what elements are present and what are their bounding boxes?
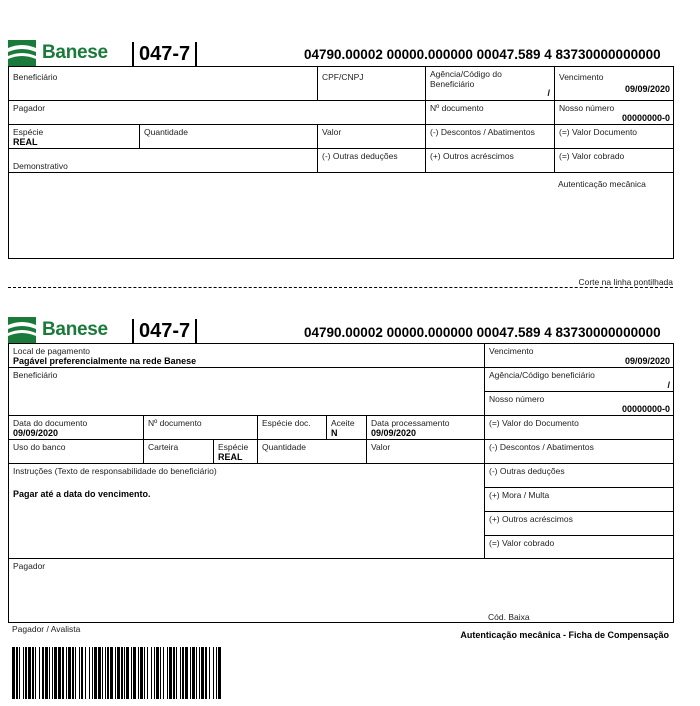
barcode-bar: [196, 647, 197, 699]
receipt-pagador: Pagador: [9, 101, 426, 125]
slip-num-documento: Nº documento: [144, 416, 258, 440]
banese-logo-icon: [8, 317, 36, 343]
slip-especie: Espécie REAL: [214, 440, 258, 464]
barcode-bar: [117, 647, 120, 699]
barcode-bar: [133, 647, 136, 699]
barcode-bar: [115, 647, 116, 699]
digitable-line: 04790.00002 00000.000000 00047.589 4 83730000000000: [304, 47, 661, 62]
barcode-bar: [201, 647, 204, 699]
barcode-bar: [62, 647, 64, 699]
barcode-bar: [52, 647, 53, 699]
slip-instrucoes: Instruções (Texto de responsabilidade do beneficiário) Pagar até a data do vencimento.: [9, 464, 485, 559]
barcode-bar: [12, 647, 15, 699]
barcode-bar: [173, 647, 175, 699]
slip-mora-multa: (+) Mora / Multa: [485, 488, 674, 512]
receipt-cpf-cnpj: CPF/CNPJ: [318, 67, 426, 101]
barcode: [12, 647, 412, 699]
barcode-bar: [42, 647, 44, 699]
barcode-bar: [140, 647, 143, 699]
slip-aceite: Aceite N: [327, 416, 367, 440]
slip-instrucao-texto: Pagar até a data do vencimento.: [13, 489, 151, 499]
receipt-descontos: (-) Descontos / Abatimentos: [426, 125, 555, 149]
receipt-nosso-numero: Nosso número 00000000-0: [555, 101, 674, 125]
barcode-bar: [154, 647, 155, 699]
slip-outras-deducoes: (-) Outras deduções: [485, 464, 674, 488]
barcode-bar: [147, 647, 148, 699]
barcode-bar: [85, 647, 86, 699]
barcode-bar: [75, 647, 76, 699]
barcode-bar: [138, 647, 139, 699]
slip-pagador-avalista: Pagador / Avalista: [12, 624, 81, 634]
banese-logo-slip: [8, 317, 108, 343]
slip-valor-cobrado: (=) Valor cobrado: [485, 536, 674, 559]
banese-logo-icon: [8, 40, 36, 66]
barcode-bar: [131, 647, 132, 699]
barcode-bar: [156, 647, 159, 699]
barcode-bar: [205, 647, 207, 699]
barcode-bar: [79, 647, 80, 699]
receipt-vencimento: Vencimento 09/09/2020: [555, 67, 674, 101]
barcode-bar: [98, 647, 101, 699]
barcode-bar: [160, 647, 161, 699]
barcode-bar: [68, 647, 71, 699]
brand-name: Banese: [42, 319, 108, 340]
barcode-bar: [105, 647, 106, 699]
slip-carteira: Carteira: [144, 440, 214, 464]
receipt-outros-acrescimos: (+) Outros acréscimos: [426, 149, 555, 173]
slip-quantidade: Quantidade: [258, 440, 367, 464]
slip-outros-acrescimos: (+) Outros acréscimos: [485, 512, 674, 536]
receipt-valor-documento: (=) Valor Documento: [555, 125, 674, 149]
slip-nosso-numero: Nosso número 00000000-0: [485, 392, 674, 416]
slip-pagador: Pagador Cód. Baixa: [13, 561, 530, 622]
barcode-bar: [199, 647, 200, 699]
barcode-bar: [54, 647, 57, 699]
slip-descontos: (-) Descontos / Abatimentos: [485, 440, 674, 464]
barcode-bar: [25, 647, 27, 699]
receipt-agencia: Agência/Código do Beneficiário /: [426, 67, 555, 101]
slip-agencia: Agência/Código beneficiário /: [485, 368, 674, 392]
slip-digitable-line: 04790.00002 00000.000000 00047.589 4 83730000000000: [304, 325, 661, 340]
receipt-outras-deducoes: (-) Outras deduções: [318, 149, 426, 173]
slip-uso-banco: Uso do banco: [9, 440, 144, 464]
barcode-bar: [216, 647, 217, 699]
barcode-bar: [124, 647, 125, 699]
receipt-demonstrativo: Demonstrativo: [9, 149, 318, 173]
barcode-bar: [89, 647, 90, 699]
barcode-bar: [182, 647, 184, 699]
barcode-bar: [39, 647, 40, 699]
barcode-bar: [49, 647, 50, 699]
receipt-especie: Espécie REAL: [9, 125, 140, 149]
slip-especie-doc: Espécie doc.: [258, 416, 327, 440]
barcode-bar: [169, 647, 172, 699]
barcode-bar: [151, 647, 152, 699]
barcode-bar: [92, 647, 93, 699]
barcode-bar: [28, 647, 31, 699]
slip-autenticacao: Autenticação mecânica - Ficha de Compensação: [460, 630, 669, 640]
barcode-bar: [81, 647, 83, 699]
barcode-bar: [66, 647, 67, 699]
barcode-bar: [102, 647, 103, 699]
slip-vencimento: Vencimento 09/09/2020: [485, 344, 674, 368]
barcode-bar: [58, 647, 61, 699]
barcode-bar: [32, 647, 34, 699]
slip-bank-code: 047-7: [132, 319, 197, 343]
receipt-autenticacao: Autenticação mecânica: [558, 179, 646, 189]
barcode-bar: [167, 647, 168, 699]
barcode-bar: [45, 647, 48, 699]
receipt-valor-cobrado: (=) Valor cobrado: [555, 149, 674, 173]
slip-valor: Valor: [367, 440, 485, 464]
barcode-bar: [107, 647, 109, 699]
barcode-bar: [126, 647, 129, 699]
barcode-bar: [163, 647, 164, 699]
banese-logo: [8, 40, 108, 66]
slip-valor-documento: (=) Valor do Documento: [485, 416, 674, 440]
barcode-bar: [144, 647, 145, 699]
brand-name: Banese: [42, 42, 108, 63]
barcode-bar: [192, 647, 195, 699]
barcode-bar: [209, 647, 210, 699]
receipt-valor: Valor: [318, 125, 426, 149]
barcode-bar: [213, 647, 214, 699]
barcode-bar: [185, 647, 188, 699]
barcode-bar: [35, 647, 36, 699]
cut-line: [8, 287, 673, 288]
receipt-quantidade: Quantidade: [140, 125, 318, 149]
barcode-bar: [121, 647, 123, 699]
slip-data-documento: Data do documento 09/09/2020: [9, 416, 144, 440]
barcode-bar: [190, 647, 191, 699]
receipt-box: [8, 66, 674, 259]
barcode-bar: [180, 647, 181, 699]
barcode-bar: [94, 647, 97, 699]
barcode-bar: [16, 647, 18, 699]
receipt-beneficiario: Beneficiário: [9, 67, 318, 101]
receipt-num-documento: Nº documento: [426, 101, 555, 125]
slip-local-pagamento: Local de pagamento Pagável preferencialmente na rede Banese: [9, 344, 485, 368]
slip-beneficiario: Beneficiário: [9, 368, 485, 416]
barcode-bar: [218, 647, 221, 699]
slip-data-processamento: Data processamento 09/09/2020: [367, 416, 485, 440]
slip-cod-baixa: Cód. Baixa: [488, 612, 530, 622]
slip-box: [8, 343, 674, 623]
bank-code: 047-7: [132, 42, 197, 66]
barcode-bar: [72, 647, 74, 699]
barcode-bar: [23, 647, 24, 699]
barcode-bar: [110, 647, 113, 699]
barcode-bar: [176, 647, 177, 699]
barcode-bar: [19, 647, 20, 699]
cut-line-label: Corte na linha pontilhada: [578, 277, 673, 287]
